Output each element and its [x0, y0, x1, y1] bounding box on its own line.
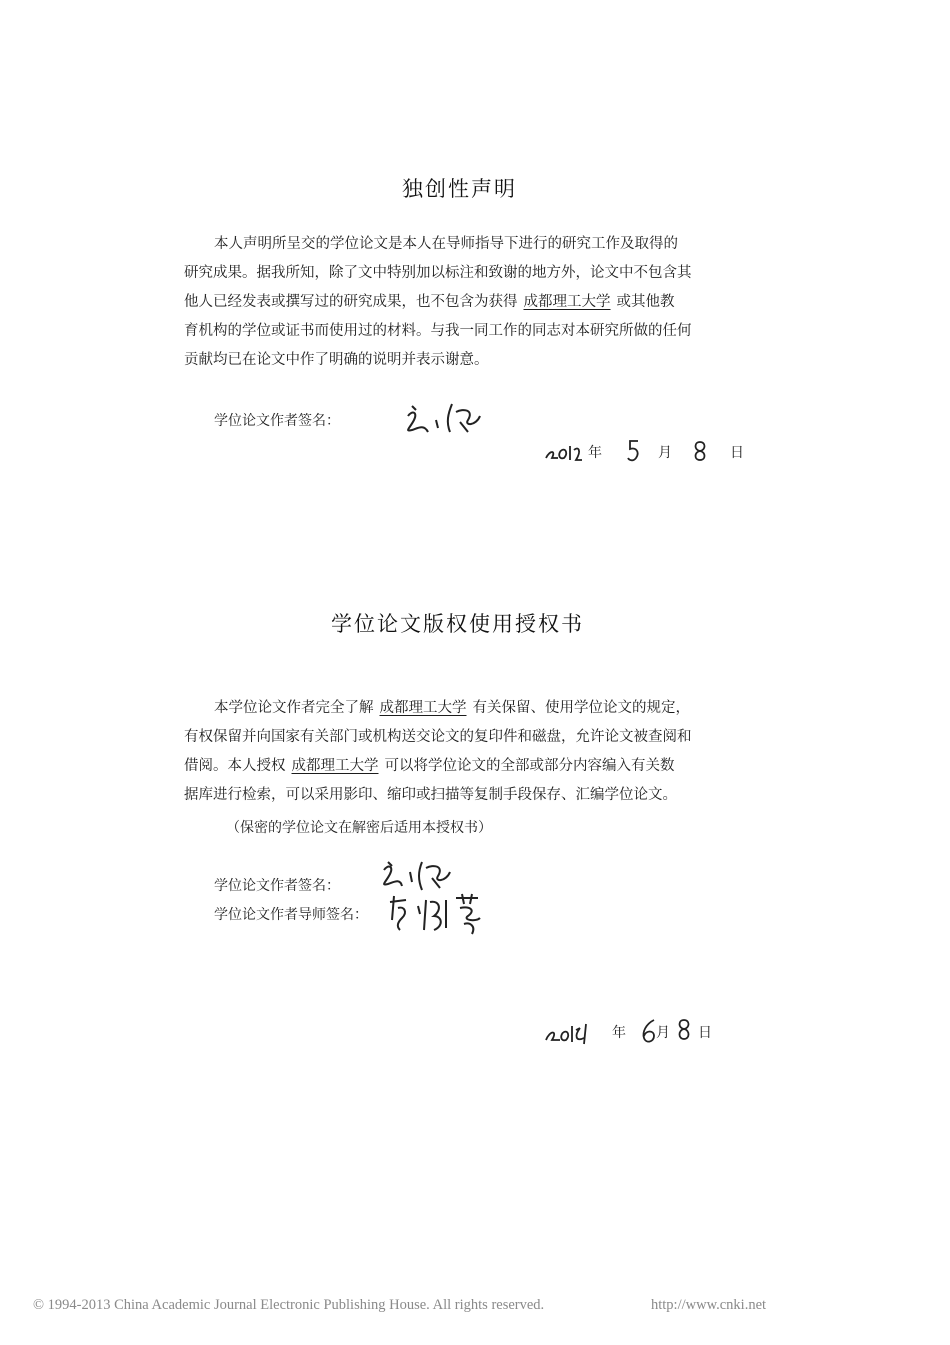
declaration-date	[544, 438, 754, 466]
year-label-2: 年	[612, 1025, 626, 1041]
cnki-url[interactable]: http://www.cnki.net	[651, 1297, 767, 1313]
day-label: 日	[730, 445, 744, 461]
authorization-line-3: 借阅。本人授权 成都理工大学 可以将学位论文的全部或部分内容编入有关数	[184, 758, 675, 774]
month-label-2: 月	[656, 1025, 670, 1041]
authorization-date	[544, 1014, 724, 1048]
declaration-line-4: 育机构的学位或证书而使用过的材料。与我一同工作的同志对本研究所做的任何	[184, 323, 692, 339]
advisor-signature-label: 学位论文作者导师签名：	[214, 907, 368, 923]
authorization-line-1: 本学位论文作者完全了解 成都理工大学 有关保留、使用学位论文的规定，	[214, 700, 690, 716]
day-label-2: 日	[698, 1025, 712, 1041]
author-signature-label-2: 学位论文作者签名：	[214, 878, 340, 894]
advisor-signature-handwritten	[384, 890, 490, 942]
university-name: 成都理工大学	[291, 758, 379, 774]
authorization-line-2: 有权保留并向国家有关部门或机构送交论文的复印件和磁盘，允许论文被查阅和	[184, 729, 692, 745]
declaration-line-1: 本人声明所呈交的学位论文是本人在导师指导下进行的研究工作及取得的	[214, 236, 678, 252]
author-signature-handwritten	[398, 398, 490, 440]
handwritten-day	[692, 438, 708, 464]
declaration-line-2: 研究成果。据我所知，除了文中特别加以标注和致谢的地方外，论文中不包含其	[184, 265, 692, 281]
university-name: 成都理工大学	[523, 294, 611, 310]
authorization-line-4: 据库进行检索，可以采用影印、缩印或扫描等复制手段保存、汇编学位论文。	[184, 787, 677, 803]
authorization-title: 学位论文版权使用授权书	[331, 612, 584, 636]
handwritten-day-2	[676, 1016, 692, 1044]
declaration-line-5: 贡献均已在论文中作了明确的说明并表示谢意。	[184, 352, 489, 368]
handwritten-year-2	[544, 1018, 594, 1046]
university-name: 成都理工大学	[379, 700, 467, 716]
confidential-note: （保密的学位论文在解密后适用本授权书）	[226, 820, 492, 836]
year-label: 年	[588, 445, 602, 461]
declaration-title: 独创性声明	[402, 177, 517, 201]
handwritten-month	[624, 438, 644, 464]
handwritten-year	[544, 440, 584, 464]
author-signature-label: 学位论文作者签名：	[214, 413, 340, 429]
month-label: 月	[658, 445, 672, 461]
authorization-paragraph	[184, 694, 692, 810]
declaration-line-3: 他人已经发表或撰写过的研究成果，也不包含为获得 成都理工大学 或其他教	[184, 294, 675, 310]
copyright-notice: © 1994-2013 China Academic Journal Electronic Publishing House. All rights reserved.	[33, 1297, 545, 1313]
declaration-paragraph	[184, 230, 692, 375]
